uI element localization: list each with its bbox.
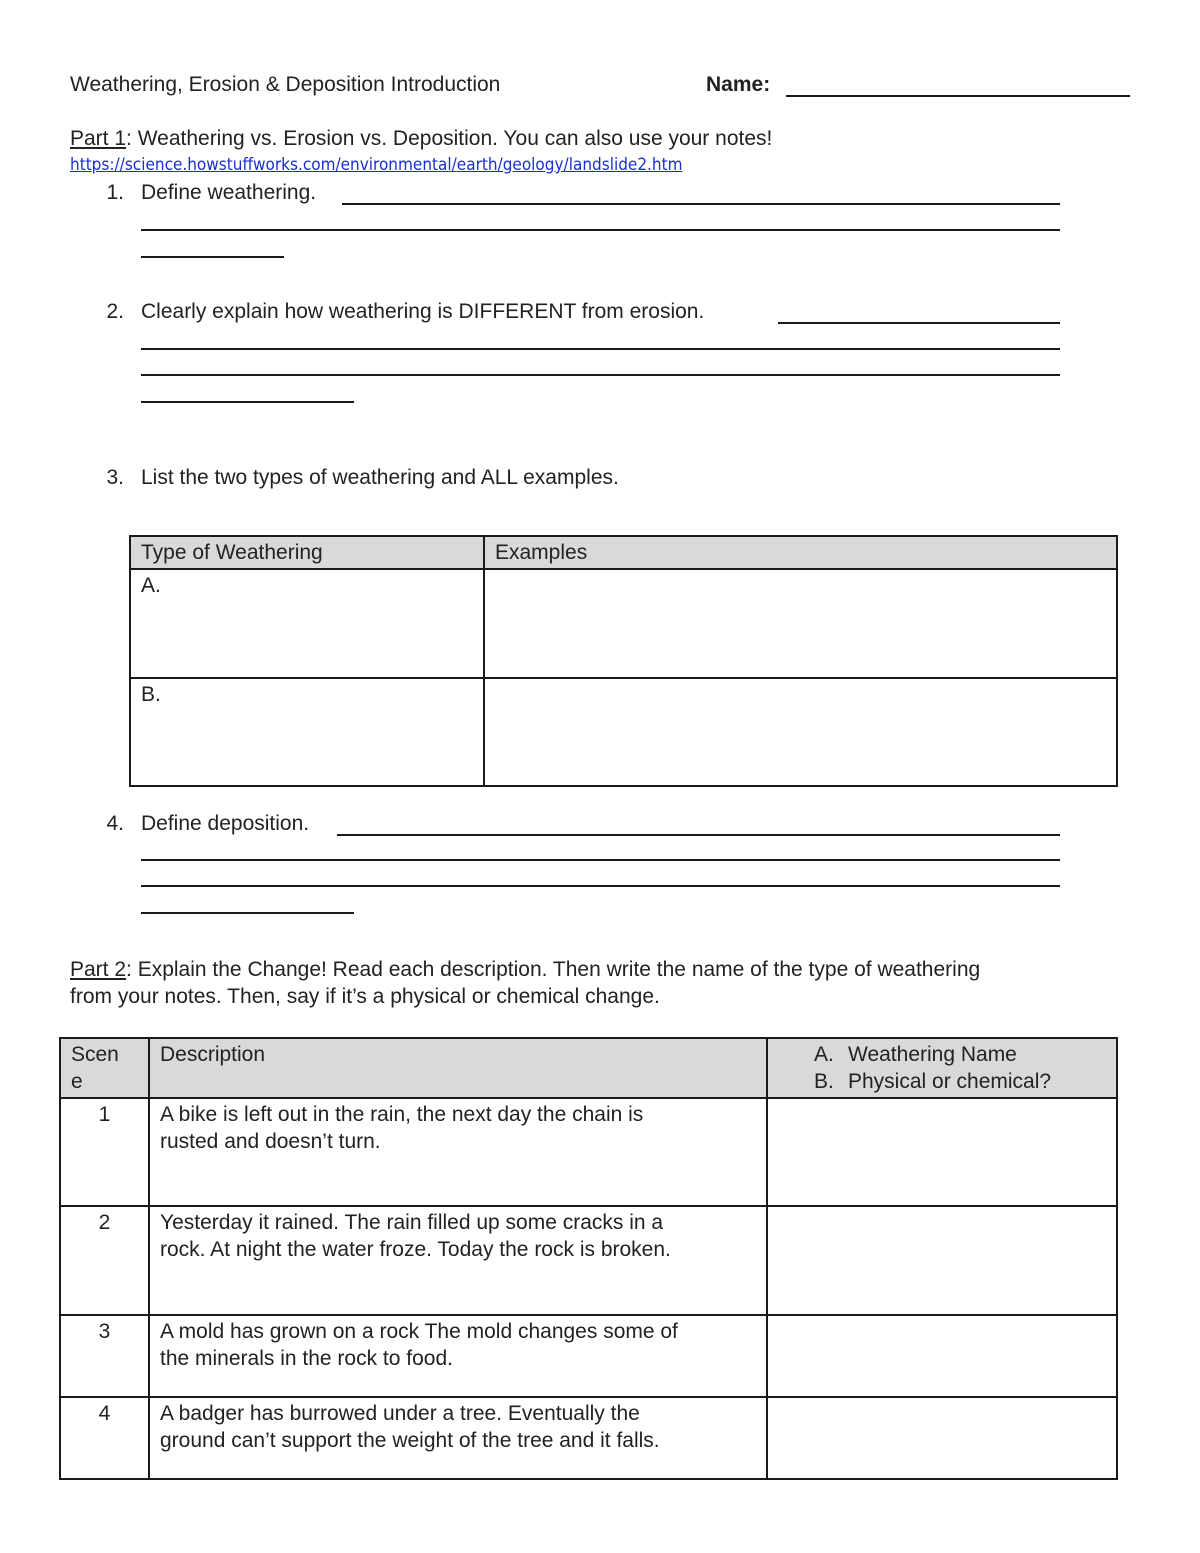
table-header-scene: Scen e	[60, 1038, 149, 1098]
weathering-examples-a[interactable]	[484, 569, 1117, 678]
question-2-number: 2.	[106, 300, 124, 323]
part1-label: Part 1	[70, 127, 127, 150]
question-3-number: 3.	[106, 466, 124, 489]
part2-instructions-line2: from your notes. Then, say if it’s a physical or chemical change.	[70, 985, 660, 1008]
scene-description: Yesterday it rained. The rain filled up some cracks in a rock. At night the water froze. Today the rock is broken.	[149, 1206, 767, 1315]
explain-change-table	[59, 1037, 1118, 1480]
question-1-text: Define weathering.	[141, 181, 317, 204]
question-2-answer-line[interactable]	[141, 348, 1060, 350]
part1-instructions: : Weathering vs. Erosion vs. Deposition. You can also use your notes!	[126, 127, 773, 150]
weathering-type-b[interactable]: B.	[130, 678, 484, 786]
table-row	[60, 1397, 1117, 1479]
scene-answer-cell[interactable]	[767, 1206, 1117, 1315]
name-label: Name:	[706, 73, 771, 96]
reference-link[interactable]: https://science.howstuffworks.com/environmental/earth/geology/landslide2.htm	[70, 155, 683, 175]
part2-instructions-line1: : Explain the Change! Read each description. Then write the name of the type of weathering	[126, 958, 981, 981]
scene-number: 1	[60, 1098, 149, 1206]
question-2-answer-line[interactable]	[141, 374, 1060, 376]
question-1-answer-line[interactable]	[141, 256, 284, 258]
table-row	[130, 678, 1117, 786]
part2-label: Part 2	[70, 958, 127, 981]
question-4-answer-line[interactable]	[141, 859, 1060, 861]
question-4-number: 4.	[106, 812, 124, 835]
weathering-type-a[interactable]: A.	[130, 569, 484, 678]
question-1-number: 1.	[106, 181, 124, 204]
table-row	[130, 569, 1117, 678]
scene-answer-cell[interactable]	[767, 1315, 1117, 1397]
table-header-description: Description	[149, 1038, 767, 1098]
scene-number: 3	[60, 1315, 149, 1397]
scene-answer-cell[interactable]	[767, 1397, 1117, 1479]
question-4-text: Define deposition.	[141, 812, 310, 835]
question-2-text: Clearly explain how weathering is DIFFERENT from erosion.	[141, 300, 705, 323]
worksheet-title: Weathering, Erosion & Deposition Introduction	[70, 73, 501, 96]
scene-answer-cell[interactable]	[767, 1098, 1117, 1206]
weathering-types-table	[129, 535, 1118, 787]
weathering-examples-b[interactable]	[484, 678, 1117, 786]
scene-description: A badger has burrowed under a tree. Eventually the ground can’t support the weight of the tree and it falls.	[149, 1397, 767, 1479]
question-4-answer-line[interactable]	[337, 834, 1060, 836]
table-row	[60, 1315, 1117, 1397]
part2-intro	[70, 958, 980, 982]
question-1-answer-line[interactable]	[342, 203, 1060, 205]
part1-intro	[70, 127, 772, 151]
table-header-type: Type of Weathering	[130, 536, 484, 569]
question-2-answer-line[interactable]	[141, 401, 354, 403]
question-1-answer-line[interactable]	[141, 229, 1060, 231]
question-3-text: List the two types of weathering and ALL examples.	[141, 466, 619, 489]
question-4-answer-line[interactable]	[141, 885, 1060, 887]
name-answer-line[interactable]	[786, 95, 1130, 97]
table-row	[60, 1206, 1117, 1315]
table-row	[60, 1098, 1117, 1206]
table-header-answer: A. Weathering Name B. Physical or chemical?	[767, 1038, 1117, 1098]
question-4-answer-line[interactable]	[141, 912, 354, 914]
question-2-answer-line[interactable]	[778, 322, 1060, 324]
scene-number: 2	[60, 1206, 149, 1315]
scene-description: A bike is left out in the rain, the next day the chain is rusted and doesn’t turn.	[149, 1098, 767, 1206]
scene-description: A mold has grown on a rock The mold changes some of the minerals in the rock to food.	[149, 1315, 767, 1397]
table-header-examples: Examples	[484, 536, 1117, 569]
scene-number: 4	[60, 1397, 149, 1479]
